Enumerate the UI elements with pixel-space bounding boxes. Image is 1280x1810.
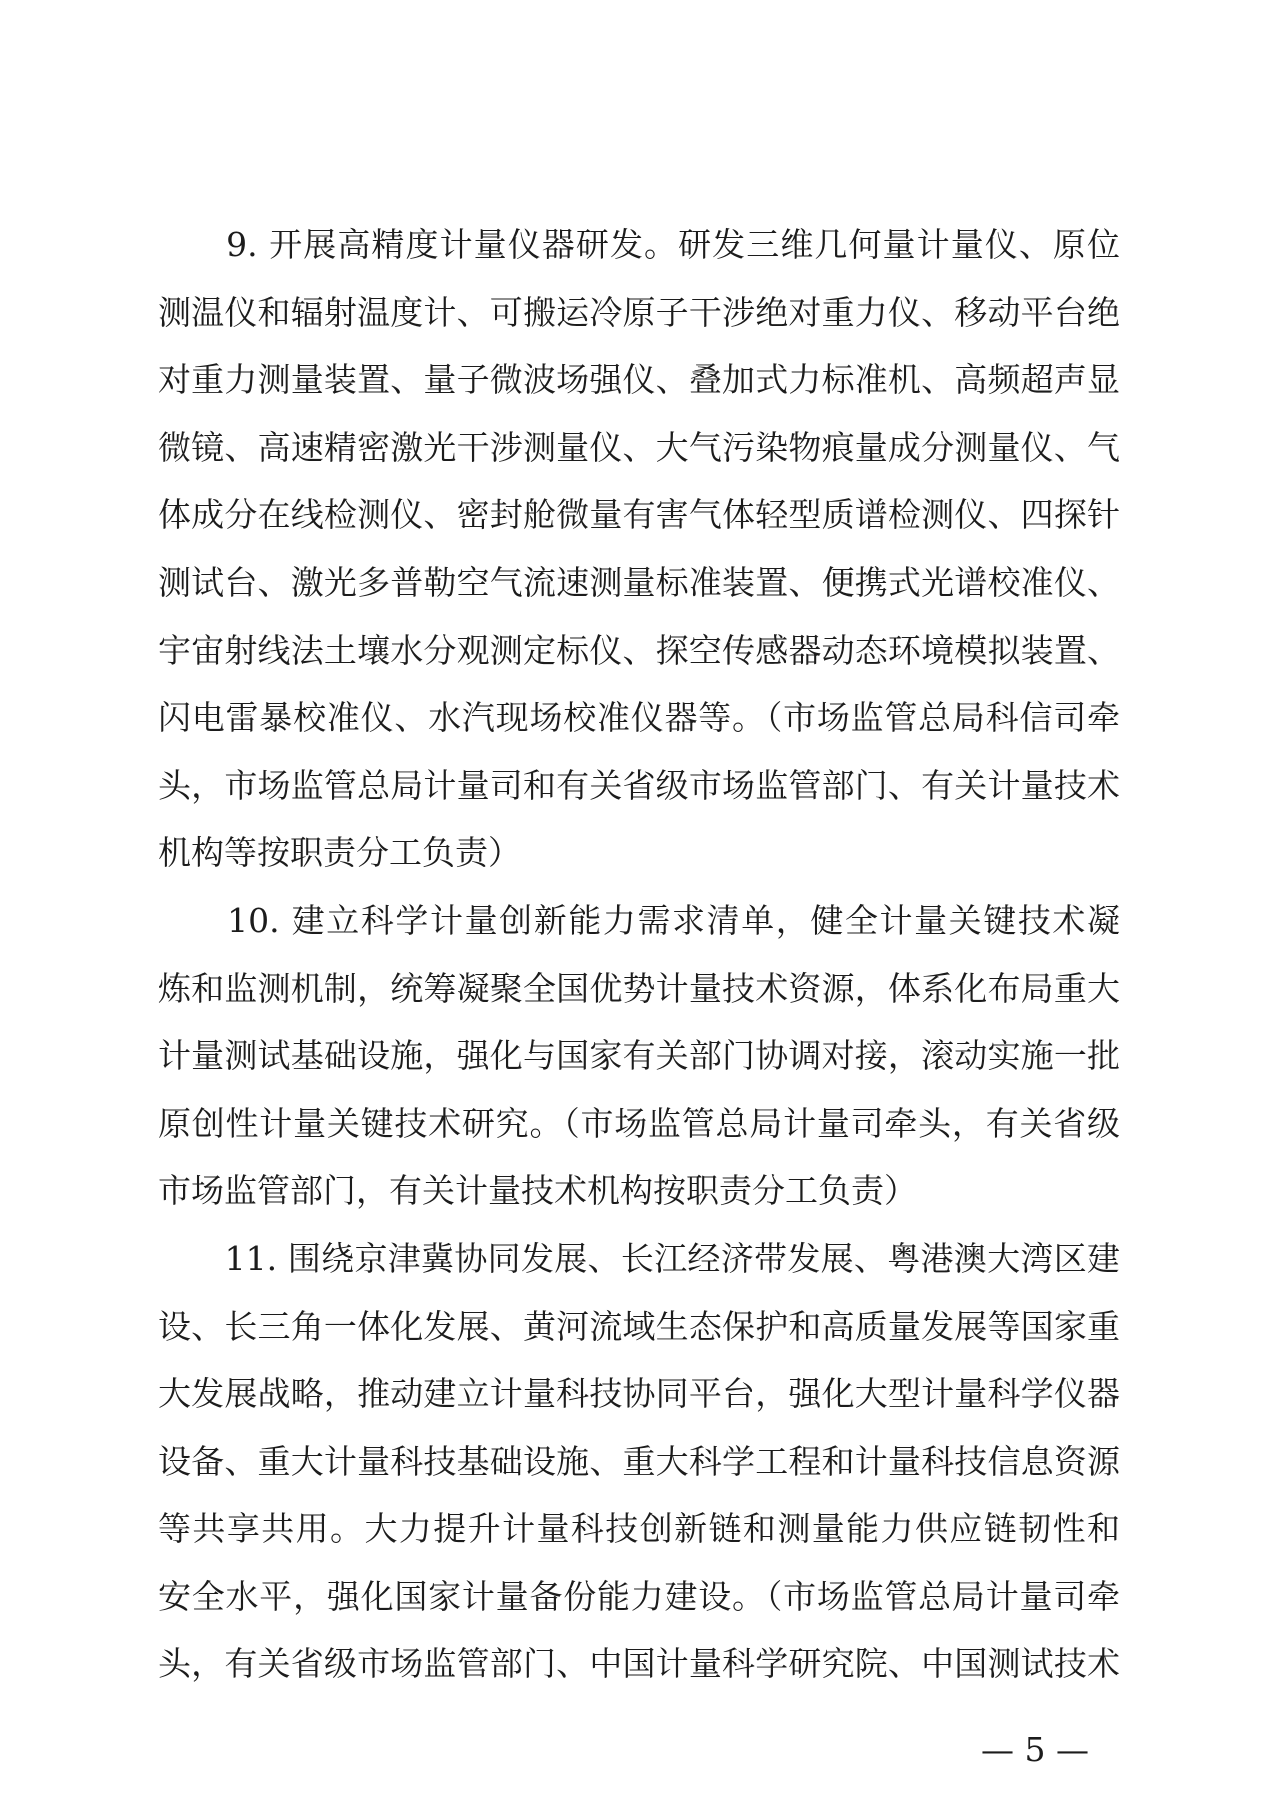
- text-line: 原创性计量关键技术研究。（市场监管总局计量司牵头，有关省级: [158, 1103, 1120, 1143]
- text-line: 市场监管部门，有关计量技术机构按职责分工负责）: [158, 1171, 917, 1211]
- text-line: 11. 围绕京津冀协同发展、长江经济带发展、粤港澳大湾区建: [158, 1238, 1120, 1278]
- paragraph-item-11: [158, 1225, 1120, 1698]
- text-line: 炼和监测机制，统筹凝聚全国优势计量技术资源，体系化布局重大: [158, 968, 1120, 1008]
- text-line: 宇宙射线法土壤水分观测定标仪、探空传感器动态环境模拟装置、: [158, 630, 1120, 670]
- text-line: 等共享共用。大力提升计量科技创新链和测量能力供应链韧性和: [158, 1509, 1120, 1549]
- text-line: 测试台、激光多普勒空气流速测量标准装置、便携式光谱校准仪、: [158, 562, 1120, 602]
- text-line: 10. 建立科学计量创新能力需求清单，健全计量关键技术凝: [158, 900, 1120, 940]
- text-line: 体成分在线检测仪、密封舱微量有害气体轻型质谱检测仪、四探针: [158, 495, 1120, 535]
- text-line: 微镜、高速精密激光干涉测量仪、大气污染物痕量成分测量仪、气: [158, 427, 1120, 467]
- text-line: 对重力测量装置、量子微波场强仪、叠加式力标准机、高频超声显: [158, 360, 1120, 400]
- text-line: 设、长三角一体化发展、黄河流域生态保护和高质量发展等国家重: [158, 1306, 1120, 1346]
- text-line: 设备、重大计量科技基础设施、重大科学工程和计量科技信息资源: [158, 1441, 1120, 1481]
- text-line: 计量测试基础设施，强化与国家有关部门协调对接，滚动实施一批: [158, 1036, 1120, 1076]
- page-number: — 5 —: [981, 1730, 1089, 1769]
- document-body: [158, 211, 1120, 1698]
- paragraph-item-10: [158, 887, 1120, 1225]
- text-line: 头，有关省级市场监管部门、中国计量科学研究院、中国测试技术: [158, 1644, 1120, 1684]
- text-line: 9. 开展高精度计量仪器研发。研发三维几何量计量仪、原位: [158, 225, 1120, 264]
- text-line: 头，市场监管总局计量司和有关省级市场监管部门、有关计量技术: [158, 765, 1120, 805]
- text-line: 大发展战略，推动建立计量科技协同平台，强化大型计量科学仪器: [158, 1374, 1120, 1414]
- paragraph-item-9: [158, 211, 1120, 887]
- text-line: 闪电雷暴校准仪、水汽现场校准仪器等。（市场监管总局科信司牵: [158, 698, 1120, 738]
- text-line: 机构等按职责分工负责）: [158, 833, 521, 873]
- text-line: 测温仪和辐射温度计、可搬运冷原子干涉绝对重力仪、移动平台绝: [158, 292, 1120, 332]
- text-line: 安全水平，强化国家计量备份能力建设。（市场监管总局计量司牵: [158, 1576, 1120, 1616]
